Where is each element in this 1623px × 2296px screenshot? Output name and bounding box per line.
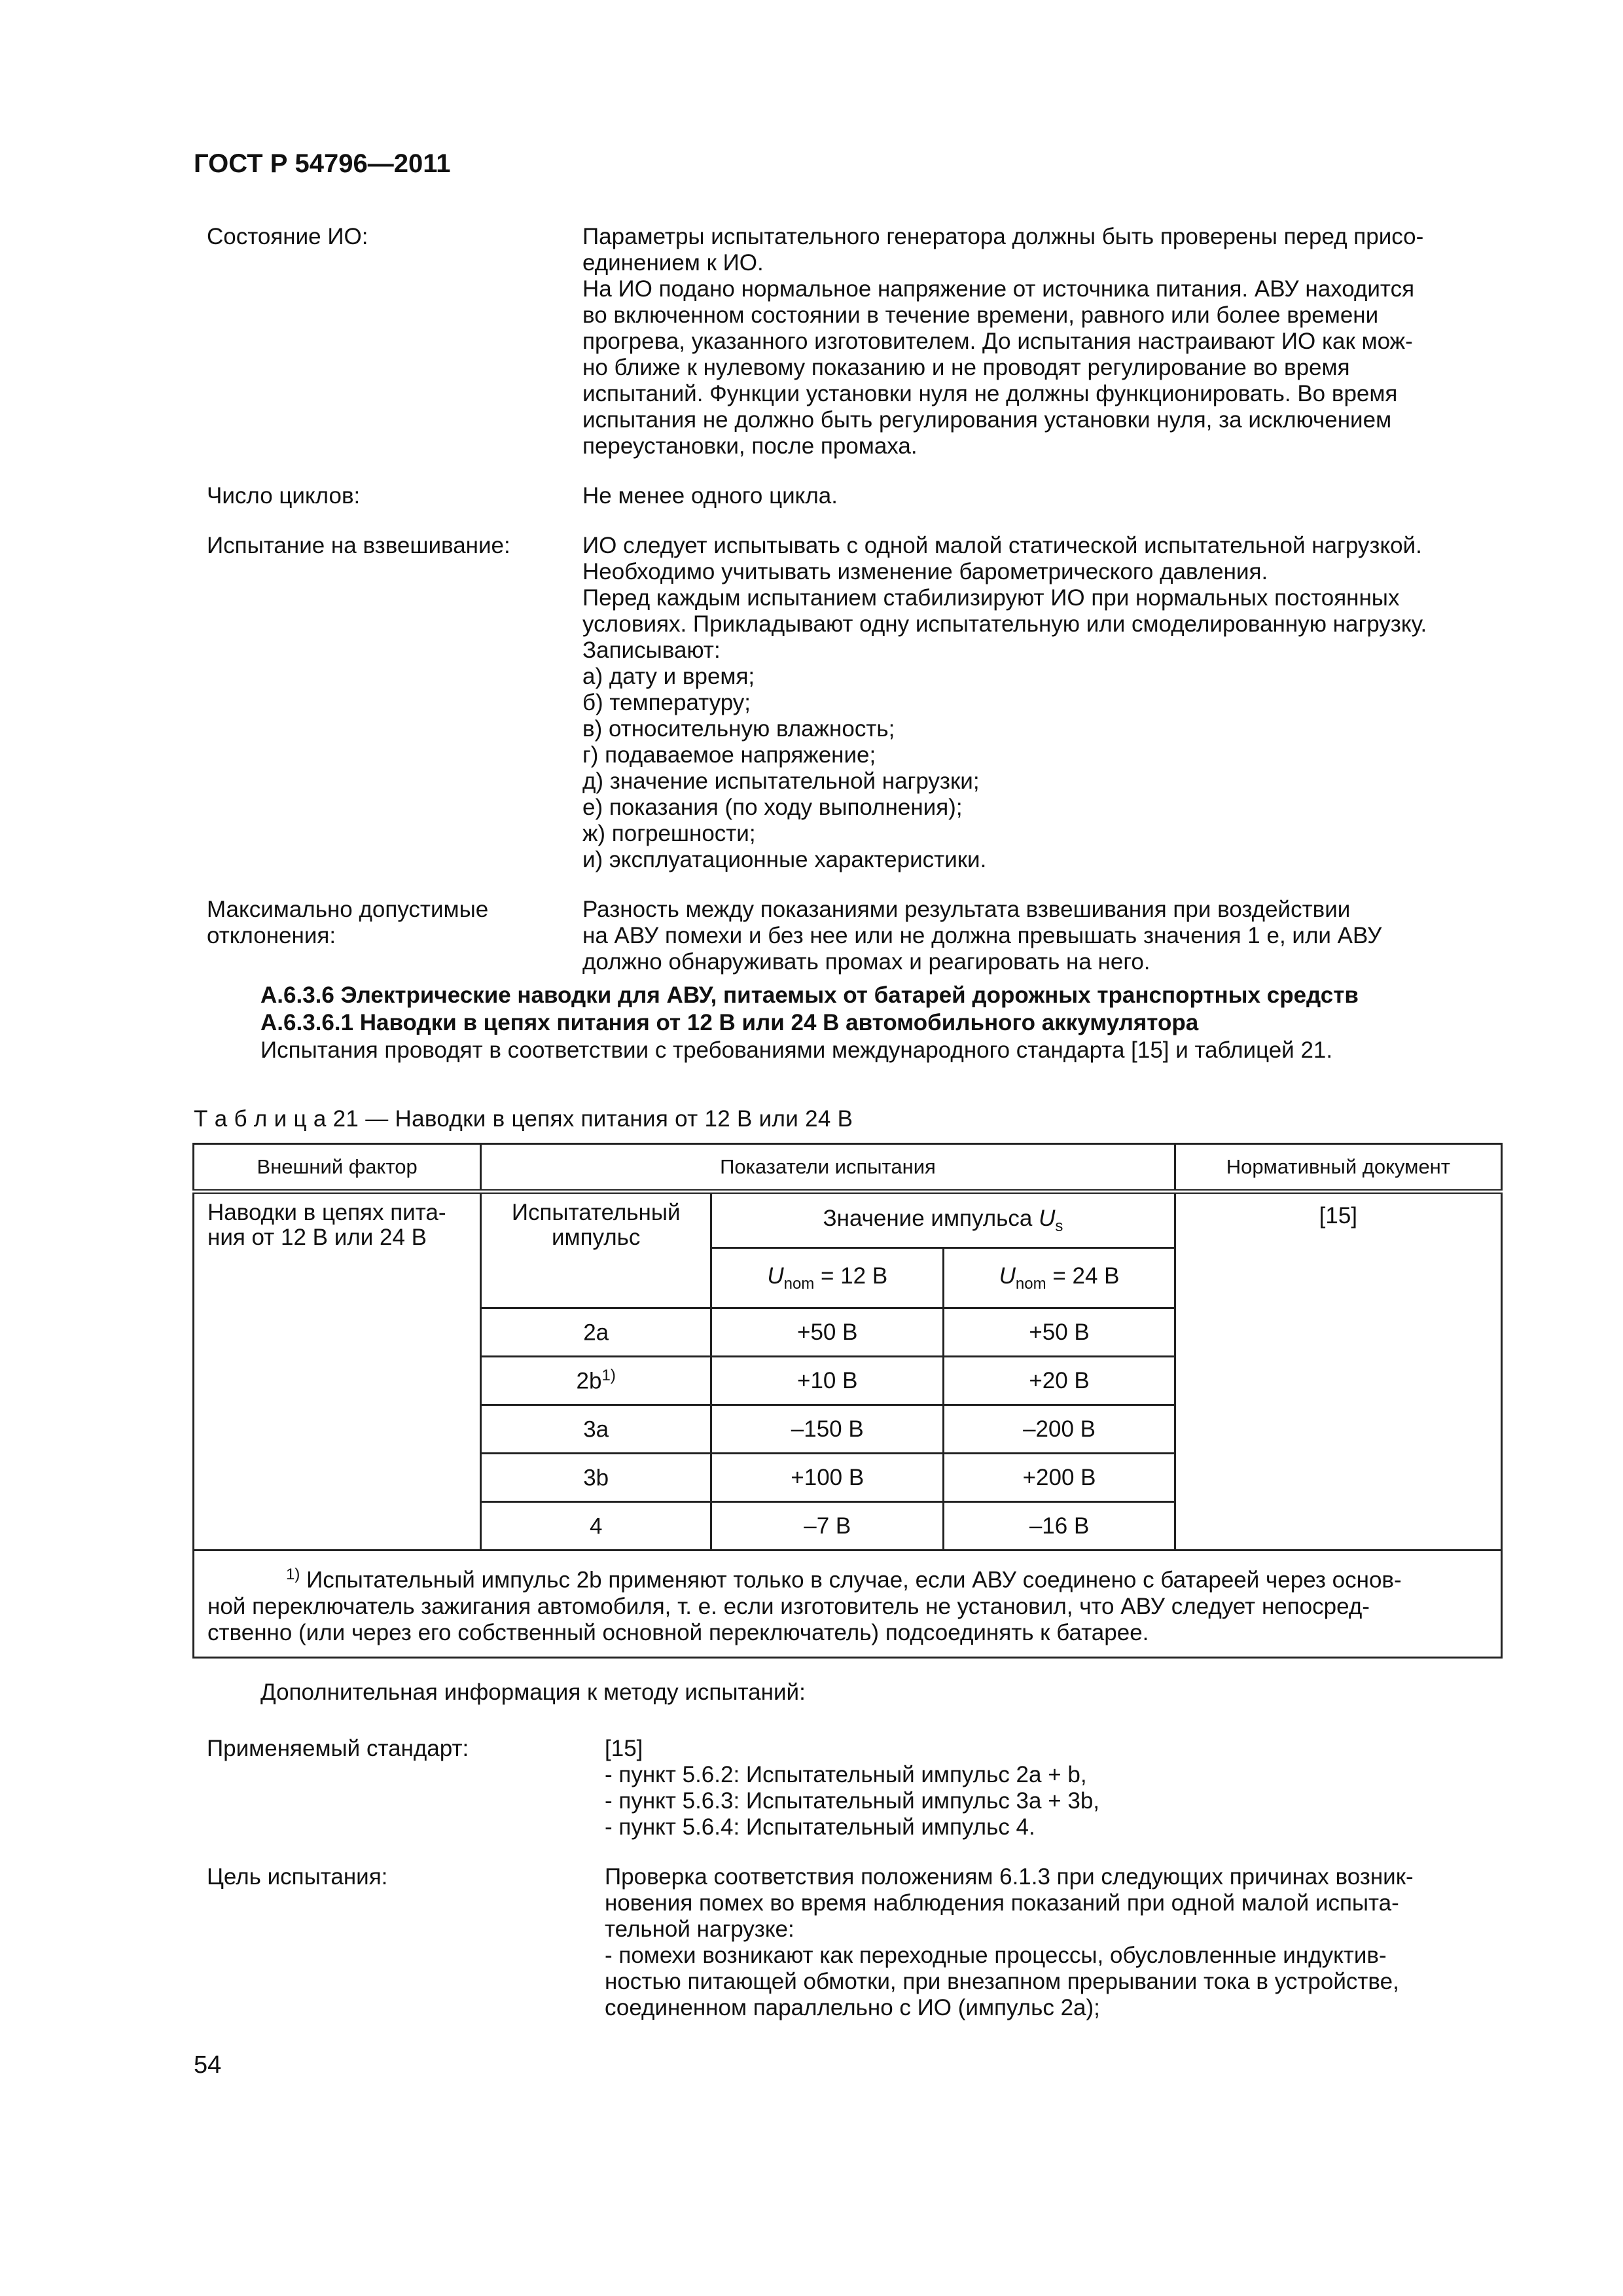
deflist-content: [582, 224, 1503, 459]
deflist-label: [207, 483, 582, 509]
content-line: испытаний. Функции установки нуля не должны функционировать. Во время: [582, 381, 1398, 406]
value-24v-cell: +20 В: [944, 1357, 1175, 1405]
deflist-label: Применяемый стандарт:: [207, 1736, 469, 1761]
deflist-label: [207, 224, 582, 459]
content-line: - пункт 5.6.3: Испытательный импульс 3а + 3b,: [605, 1788, 1100, 1814]
deflist-row: [207, 483, 1503, 509]
impulse-header-line: импульс: [551, 1225, 641, 1250]
content-line: Разность между показаниями результата взвешивания при воздействии: [582, 897, 1351, 922]
content-line: Не менее одного цикла.: [582, 483, 838, 509]
label-line: отклонения:: [207, 923, 336, 948]
value-24v-cell: –16 В: [944, 1502, 1175, 1551]
content-line: Записывают:: [582, 637, 721, 663]
deflist-label: [207, 533, 582, 873]
content-line: е) показания (по ходу выполнения);: [582, 795, 963, 820]
value-24v-cell: –200 В: [944, 1405, 1175, 1454]
impulse-cell: $2b^{1)}$: [481, 1357, 711, 1405]
factor-line: ния от 12 В или 24 В: [207, 1225, 427, 1250]
section-a636: [260, 982, 1504, 1064]
external-factor-cell: [194, 1192, 481, 1551]
unom-12-header: $U_{nom} = 12$ В: [711, 1248, 944, 1308]
value-12v-cell: +50 В: [711, 1308, 944, 1357]
label-line: Состояние ИО:: [207, 224, 368, 249]
content-line: переустановки, после промаха.: [582, 433, 918, 459]
content-line: должно обнаруживать промах и реагировать на него.: [582, 949, 1150, 975]
impulse-header-line: Испытательный: [511, 1200, 681, 1225]
deflist-label: [207, 897, 582, 975]
test-conditions-list: [207, 224, 1503, 975]
footnote-line: ной переключатель зажигания автомобиля, т. е. если изготовитель не установил, что АВУ следует непосред-: [207, 1593, 1370, 1619]
subsection-heading: А.6.3.6.1 Наводки в цепях питания от 12 В или 24 В автомобильного аккумулятора: [260, 1010, 1199, 1035]
content-line: - пункт 5.6.2: Испытательный импульс 2а + b,: [605, 1762, 1087, 1787]
table-21: [192, 1143, 1503, 1659]
value-12v-cell: +10 В: [711, 1357, 944, 1405]
additional-info-list: [207, 1736, 1503, 2021]
value-24v-cell: +50 В: [944, 1308, 1175, 1357]
deflist-row: [207, 897, 1503, 975]
content-line: На ИО подано нормальное напряжение от источника питания. АВУ находится: [582, 276, 1415, 302]
content-line: испытания не должно быть регулирования установки нуля, за исключением: [582, 407, 1392, 433]
impulse-cell: 3a: [481, 1405, 711, 1454]
deflist-label: Цель испытания:: [207, 1864, 388, 1890]
content-line: новения помех во время наблюдения показаний при одной малой испыта-: [605, 1890, 1399, 1916]
value-12v-cell: +100 В: [711, 1454, 944, 1502]
content-line: Необходимо учитывать изменение барометрического давления.: [582, 559, 1268, 584]
section-text: Испытания проводят в соответствии с требованиями международного стандарта [15] и таблицей 21.: [260, 1037, 1333, 1063]
deflist-row: [207, 1864, 1503, 2021]
table-footnote: [194, 1551, 1502, 1658]
content-line: д) значение испытательной нагрузки;: [582, 768, 980, 794]
label-line: Максимально допустимые: [207, 897, 489, 922]
impulse-cell: 4: [481, 1502, 711, 1551]
header-external-factor: Внешний фактор: [194, 1144, 481, 1192]
document-id: ГОСТ Р 54796—2011: [194, 149, 451, 178]
header-normative-document: Нормативный документ: [1175, 1144, 1501, 1192]
value-12v-cell: –150 В: [711, 1405, 944, 1454]
content-line: и) эксплуатационные характеристики.: [582, 847, 987, 872]
deflist-row: [207, 533, 1503, 873]
content-line: а) дату и время;: [582, 664, 755, 689]
label-line: Испытание на взвешивание:: [207, 533, 510, 558]
content-line: но ближе к нулевому показанию и не проводят регулирование во время: [582, 355, 1350, 380]
impulse-header-cell: [481, 1192, 711, 1308]
deflist-row: [207, 1736, 1503, 1840]
content-line: Проверка соответствия положениям 6.1.3 при следующих причинах возник-: [605, 1864, 1414, 1890]
content-line: в) относительную влажность;: [582, 716, 895, 742]
content-line: условиях. Прикладывают одну испытательную или смоделированную нагрузку.: [582, 611, 1427, 637]
factor-line: Наводки в цепях пита-: [207, 1200, 446, 1225]
unom-24-header: $U_{nom} = 24$ В: [944, 1248, 1175, 1308]
content-line: [15]: [605, 1736, 643, 1761]
additional-info-title: Дополнительная информация к методу испытаний:: [260, 1679, 806, 1705]
impulse-value-header: Значение импульса $U_s$: [711, 1192, 1175, 1248]
footnote-line: $^{1)}$ Испытательный импульс 2b применяют только в случае, если АВУ соединено с батареей через основ-: [286, 1566, 1402, 1593]
deflist-content: [582, 897, 1503, 975]
impulse-cell: 3b: [481, 1454, 711, 1502]
content-line: единением к ИО.: [582, 250, 764, 276]
content-line: Параметры испытательного генератора должны быть проверены перед присо-: [582, 224, 1424, 249]
value-12v-cell: –7 В: [711, 1502, 944, 1551]
content-line: г) подаваемое напряжение;: [582, 742, 876, 768]
content-line: ностью питающей обмотки, при внезапном прерывании тока в устройстве,: [605, 1969, 1399, 1994]
label-line: Число циклов:: [207, 483, 361, 509]
content-line: прогрева, указанного изготовителем. До испытания настраивают ИО как мож-: [582, 329, 1413, 354]
impulse-cell: 2a: [481, 1308, 711, 1357]
content-line: - помехи возникают как переходные процессы, обусловленные индуктив-: [605, 1943, 1387, 1968]
deflist-content: [582, 483, 1503, 509]
value-24v-cell: +200 В: [944, 1454, 1175, 1502]
section-heading: А.6.3.6 Электрические наводки для АВУ, питаемых от батарей дорожных транспортных средств: [260, 982, 1359, 1008]
deflist-row: [207, 224, 1503, 459]
content-line: соединенном параллельно с ИО (импульс 2а);: [605, 1995, 1100, 2020]
content-line: ИО следует испытывать с одной малой статической испытательной нагрузкой.: [582, 533, 1422, 558]
footnote-line: ственно (или через его собственный основной переключатель) подсоединять к батарее.: [207, 1619, 1149, 1645]
content-line: во включенном состоянии в течение времени, равного или более времени: [582, 302, 1379, 328]
normative-document-cell: [15]: [1175, 1192, 1501, 1551]
deflist-content: [605, 1864, 1503, 2021]
content-line: на АВУ помехи и без нее или не должна превышать значения 1 е, или АВУ: [582, 923, 1382, 948]
content-line: - пункт 5.6.4: Испытательный импульс 4.: [605, 1814, 1035, 1840]
page-number: 54: [194, 2051, 222, 2079]
content-line: Перед каждым испытанием стабилизируют ИО при нормальных постоянных: [582, 585, 1400, 611]
table-caption: Т а б л и ц а 21 — Наводки в цепях питания от 12 В или 24 В: [194, 1106, 853, 1132]
content-line: ж) погрешности;: [582, 821, 756, 846]
deflist-content: [582, 533, 1503, 873]
content-line: б) температуру;: [582, 690, 751, 715]
content-line: тельной нагрузке:: [605, 1916, 794, 1942]
header-test-parameters: Показатели испытания: [481, 1144, 1175, 1192]
deflist-content: [605, 1736, 1503, 1840]
